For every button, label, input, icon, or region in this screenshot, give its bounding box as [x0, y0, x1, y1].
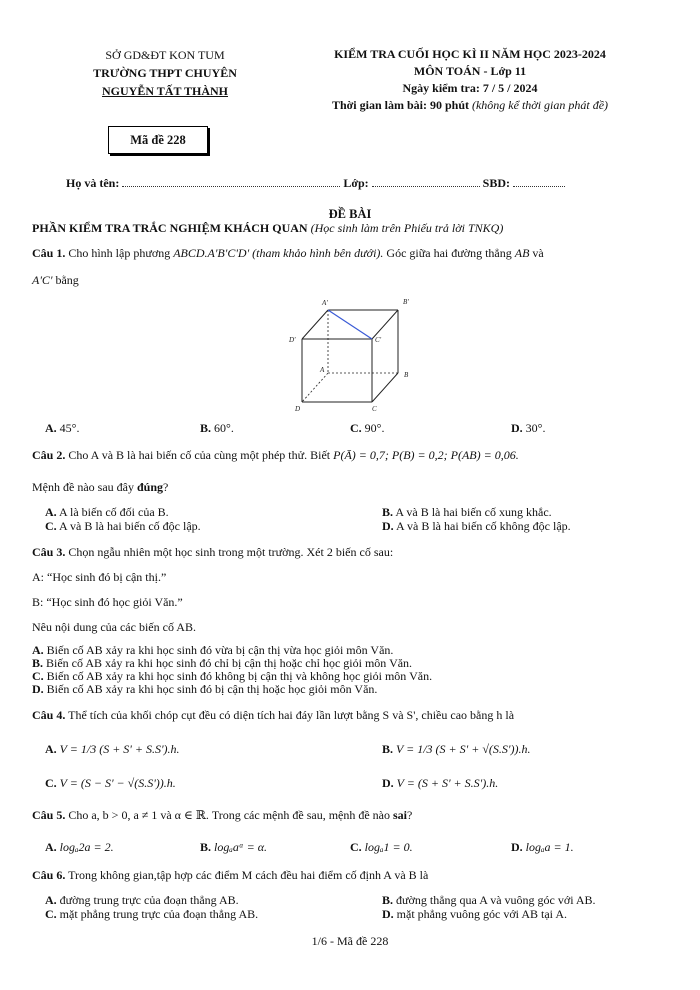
q2-option-a[interactable]: A. A là biến cố đối của B. — [45, 505, 169, 519]
q5-option-b[interactable]: B. logₐaᵅ = α. — [200, 840, 268, 854]
q1-cube-name: ABCD.A'B'C'D' — [173, 246, 250, 260]
time-note: (không kể thời gian phát đề) — [471, 98, 609, 112]
q2-option-d[interactable]: D. A và B là hai biến cố không độc lập. — [382, 519, 571, 533]
date-label: Ngày kiểm tra: — [402, 81, 480, 95]
q1-ab: AB — [514, 246, 530, 260]
q1-note: (tham khảo hình bên dưới). — [252, 246, 384, 260]
q1-text-b: Góc giữa hai đường thẳng — [386, 246, 512, 260]
q5-emph: sai — [393, 808, 408, 822]
q5-text: Cho a, b > 0, a ≠ 1 và α ∈ ℝ. Trong các mệnh đề sau, mệnh đề nào — [68, 808, 390, 822]
label-dp: D' — [289, 336, 296, 344]
q6-option-a[interactable]: A. đường trung trực của đoạn thẳng AB. — [45, 893, 239, 907]
school-name-1: TRƯỜNG THPT CHUYÊN — [93, 66, 237, 80]
q4-text: Thể tích của khối chóp cụt đều có diện tích hai đáy lần lượt bằng S và S', chiều cao bằng h là — [68, 708, 515, 722]
q3-option-b[interactable]: B. Biến cố AB xảy ra khi học sinh đó chỉ bị cận thị hoặc chỉ học giỏi môn Văn. — [32, 656, 413, 670]
department-name: SỞ GD&ĐT KON TUM — [105, 48, 225, 62]
label-b: B — [404, 371, 409, 379]
q3-option-c[interactable]: C. Biến cố AB xảy ra khi học sinh đó không bị cận thị và không học giỏi môn Văn. — [32, 669, 433, 683]
sbd-label: SBD: — [482, 176, 510, 190]
q3-option-d[interactable]: D. Biến cố AB xảy ra khi học sinh đó bị cận thị hoặc học giỏi môn Văn. — [32, 682, 378, 696]
exam-title: KIỂM TRA CUỐI HỌC KÌ II NĂM HỌC 2023-2024 — [334, 47, 606, 61]
exam-code-box: Mã đề 228 — [108, 126, 208, 154]
q1-option-d[interactable]: D. 30°. — [511, 421, 546, 435]
exam-subject: MÔN TOÁN - Lớp 11 — [413, 64, 527, 78]
class-field[interactable] — [372, 176, 480, 187]
school-header — [55, 46, 275, 100]
q3-ask: Nêu nội dung của các biến cố AB. — [32, 620, 196, 634]
q5-option-a[interactable]: A. logₐ2a = 2. — [45, 840, 114, 854]
q3-line1 — [32, 545, 393, 560]
label-d: D — [295, 405, 301, 413]
q5-line1: Câu 5. Cho a, b > 0, a ≠ 1 và α ∈ ℝ. Trong các mệnh đề sau, mệnh đề nào sai? — [32, 808, 413, 822]
label-a: A — [320, 366, 325, 374]
q1-line2-text: bằng — [55, 273, 79, 287]
q3-event-b: B: “Học sinh đó học giỏi Văn.” — [32, 595, 183, 609]
section-title: ĐỀ BÀI — [328, 207, 372, 221]
cube-figure — [280, 292, 430, 414]
edge-b-c — [372, 373, 398, 402]
q6-line1 — [32, 868, 428, 883]
q3-text: Chọn ngẫu nhiên một học sinh trong một trường. Xét 2 biến cố sau: — [68, 545, 394, 559]
q4-line1 — [32, 708, 514, 723]
q2-ask: Mệnh đề nào sau đây — [32, 480, 134, 494]
q1-option-b[interactable]: B. 60°. — [200, 421, 234, 435]
q2-formula: P(Ā) = 0,7; P(B) = 0,2; P(AB) = 0,06. — [333, 448, 519, 462]
edge-bp-cp — [372, 310, 398, 339]
q1-option-c[interactable]: C. 90°. — [350, 421, 385, 435]
section-note: (Học sinh làm trên Phiếu trả lời TNKQ) — [310, 221, 504, 235]
label-c: C — [372, 405, 377, 413]
q6-option-c[interactable]: C. mặt phẳng trung trực của đoạn thẳng AB. — [45, 907, 259, 921]
name-label: Họ và tên: — [66, 176, 120, 190]
q2-line1 — [32, 448, 519, 463]
q4-option-b[interactable]: B. V = 1/3 (S + S' + √(S.S')).h. — [382, 742, 531, 756]
date-value: 7 / 5 / 2024 — [482, 81, 538, 95]
page-footer: 1/6 - Mã đề 228 — [311, 934, 389, 948]
q5-label: Câu 5. — [32, 808, 66, 822]
q4-option-d[interactable]: D. V = (S + S' + S.S').h. — [382, 776, 499, 790]
student-info-row — [66, 176, 565, 191]
q5-option-d[interactable]: D. logₐa = 1. — [511, 840, 574, 854]
exam-time — [270, 97, 670, 114]
name-field[interactable] — [122, 176, 340, 187]
q2-option-c[interactable]: C. A và B là hai biến cố độc lập. — [45, 519, 201, 533]
q1-text: Cho hình lập phương — [68, 246, 171, 260]
class-label: Lớp: — [343, 176, 369, 190]
q3-event-a: A: “Học sinh đó bị cận thị.” — [32, 570, 167, 584]
q6-text: Trong không gian,tập hợp các điểm M cách đều hai điểm cố định A và B là — [68, 868, 429, 882]
q4-label: Câu 4. — [32, 708, 66, 722]
q3-option-a[interactable]: A. Biến cố AB xảy ra khi học sinh đó vừa bị cận thị vừa học giỏi môn Văn. — [32, 643, 394, 657]
section-subtitle: PHẦN KIỂM TRA TRẮC NGHIỆM KHÁCH QUAN — [32, 221, 308, 235]
label-cp: C' — [375, 336, 382, 344]
q1-option-a[interactable]: A. 45°. — [45, 421, 80, 435]
q1-line1 — [32, 246, 544, 261]
q6-option-b[interactable]: B. đường thẳng qua A và vuông góc với AB. — [382, 893, 596, 907]
section-subtitle-row — [32, 221, 503, 236]
q1-label: Câu 1. — [32, 246, 66, 260]
q2-option-b[interactable]: B. A và B là hai biến cố xung khắc. — [382, 505, 552, 519]
q2-label: Câu 2. — [32, 448, 66, 462]
label-bp: B' — [403, 298, 409, 306]
q6-label: Câu 6. — [32, 868, 66, 882]
label-ap: A' — [322, 299, 328, 307]
exam-header — [270, 46, 670, 114]
q6-option-d[interactable]: D. mặt phẳng vuông góc với AB tại A. — [382, 907, 568, 921]
diagonal-ap-cp — [328, 310, 372, 339]
q1-line2 — [32, 273, 79, 288]
q4-option-c[interactable]: C. V = (S − S' − √(S.S')).h. — [45, 776, 176, 790]
school-name-2: NGUYỄN TẤT THÀNH — [101, 84, 229, 98]
edge-a-d — [302, 373, 328, 402]
q3-label: Câu 3. — [32, 545, 66, 559]
time-label: Thời gian làm bài: 90 phút — [331, 98, 469, 112]
q2-line2: Mệnh đề nào sau đây đúng? — [32, 480, 169, 494]
q5-option-c[interactable]: C. logₐ1 = 0. — [350, 840, 413, 854]
q4-option-a[interactable]: A. V = 1/3 (S + S' + S.S').h. — [45, 742, 180, 756]
q2-text: Cho A và B là hai biến cố của cùng một phép thử. Biết — [68, 448, 331, 462]
q1-line-ac: A'C' — [32, 273, 53, 287]
edge-ap-dp — [302, 310, 328, 339]
sbd-field[interactable] — [513, 176, 565, 187]
q2-ask-emph: đúng — [136, 480, 164, 494]
exam-date — [270, 80, 670, 97]
q1-and: và — [532, 246, 544, 260]
